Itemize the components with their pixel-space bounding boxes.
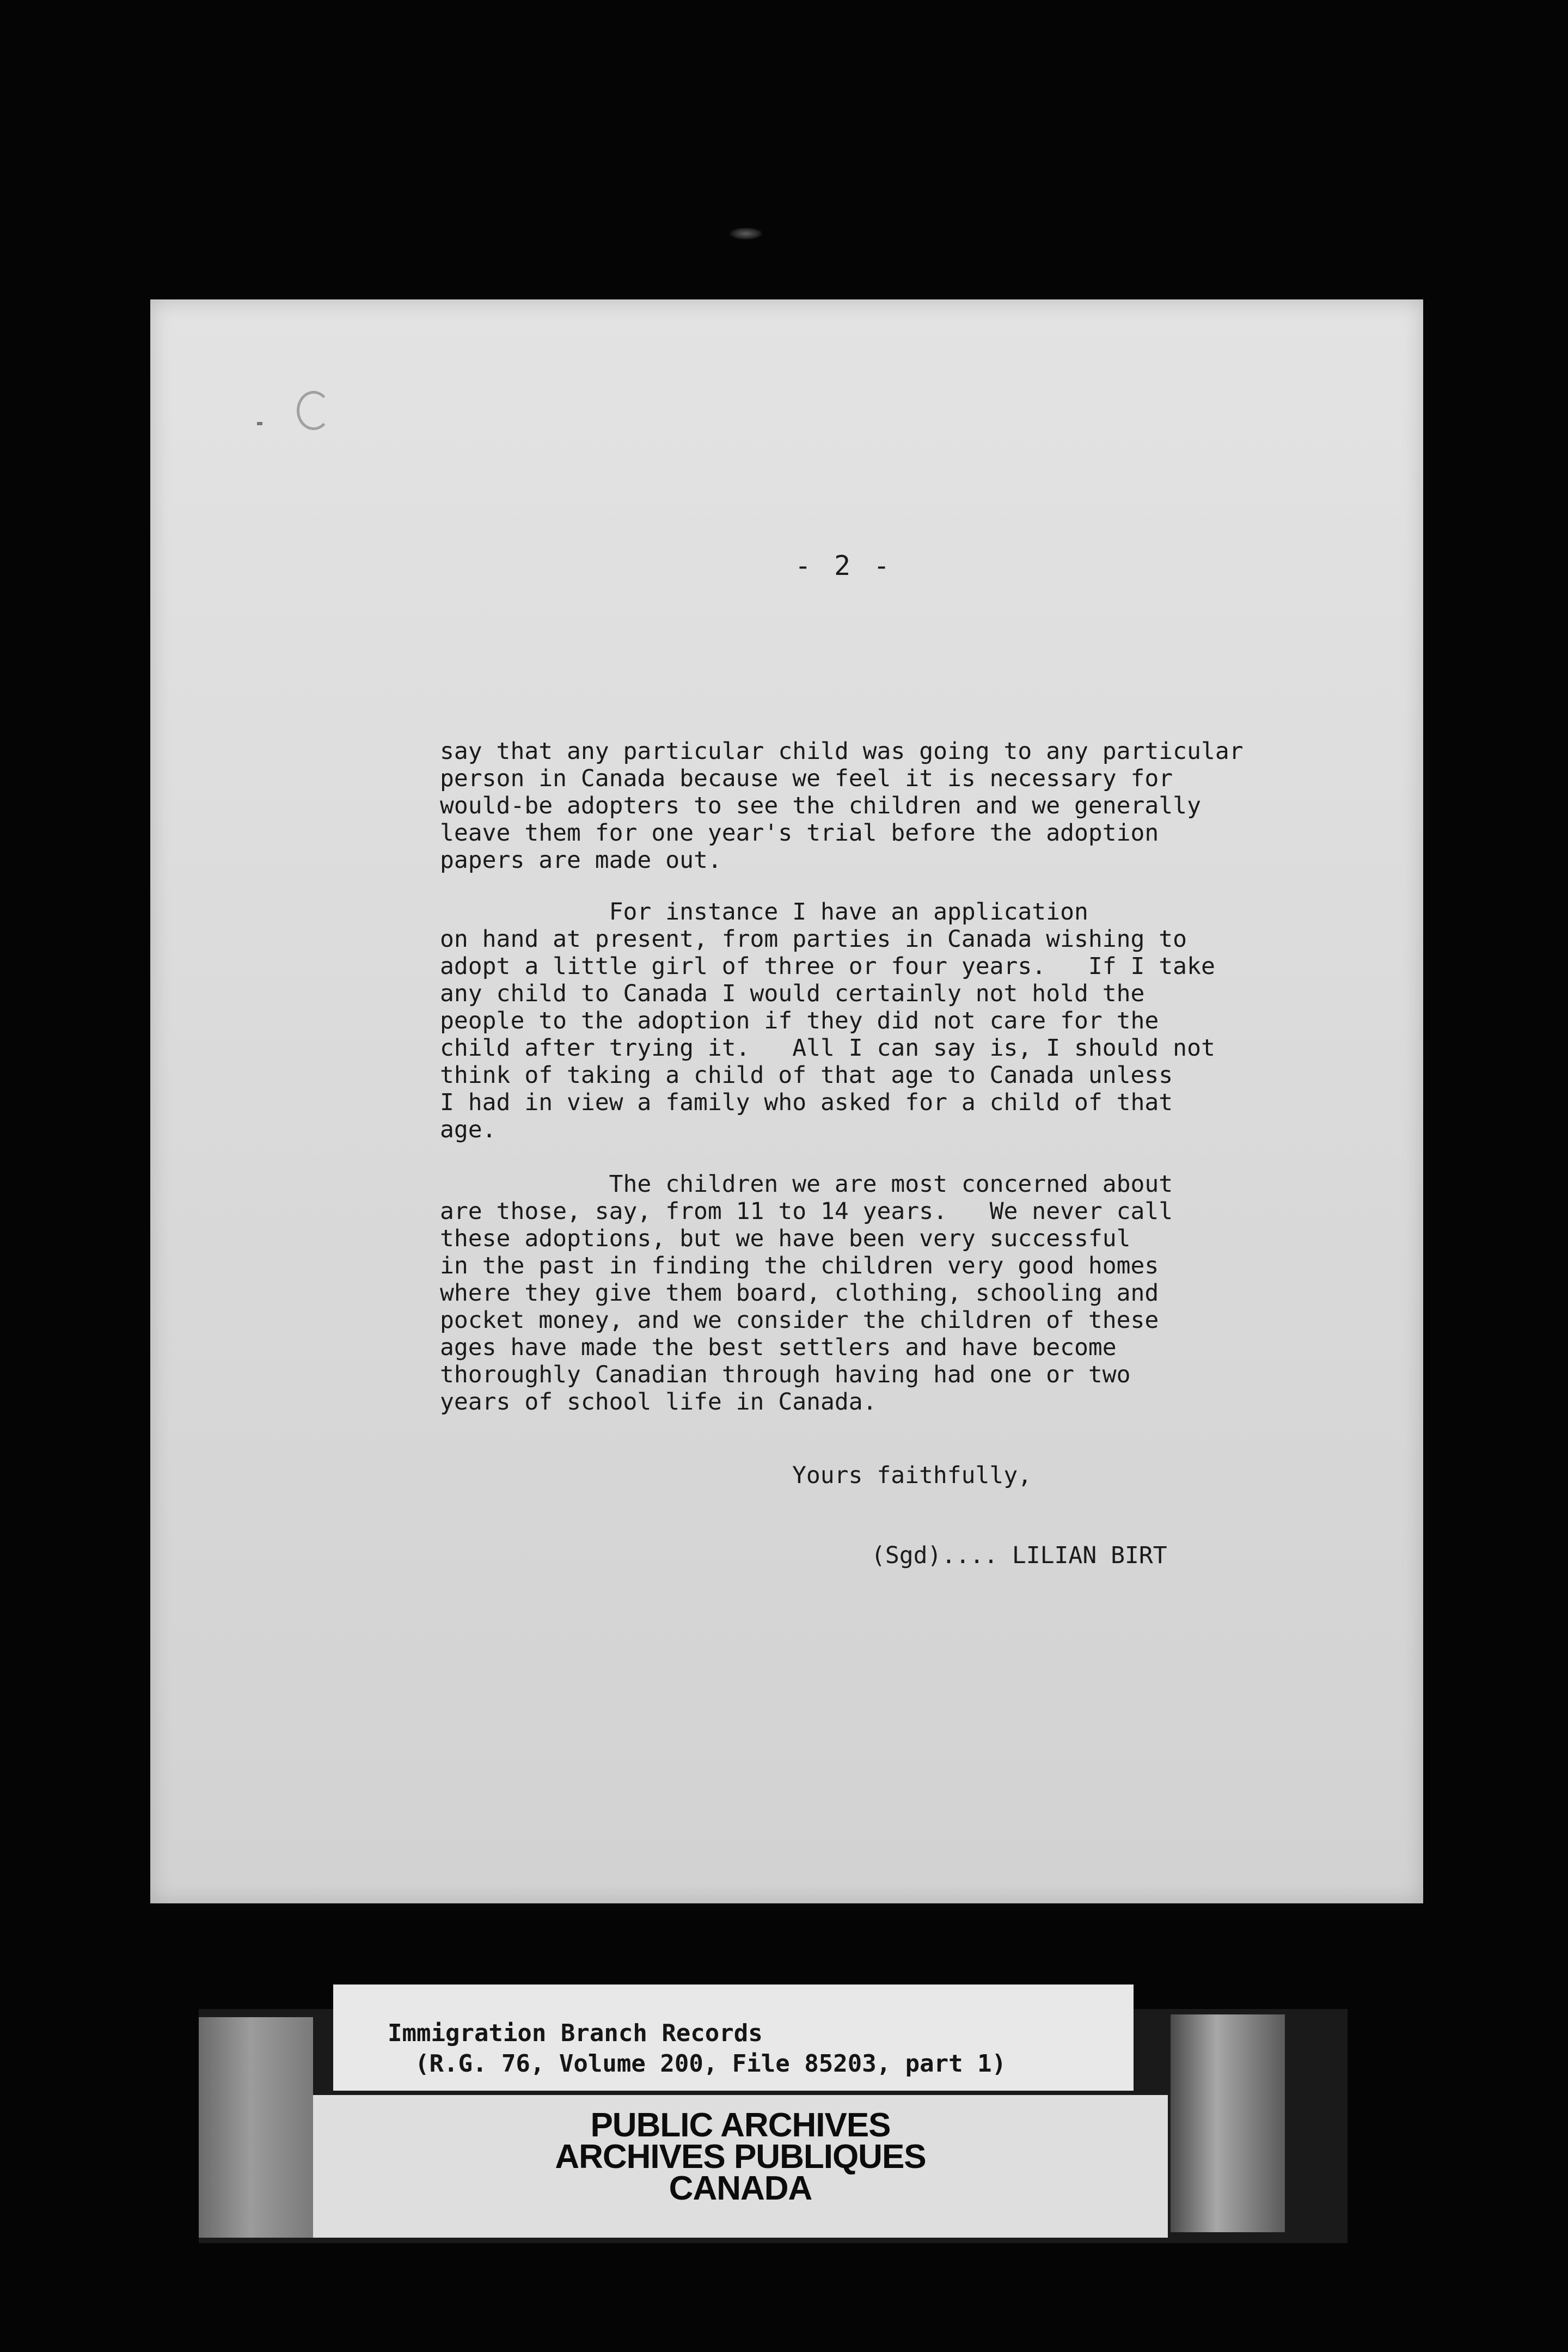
- record-series: Immigration Branch Records: [388, 2019, 763, 2047]
- margin-mark: [257, 422, 262, 425]
- letter-paragraph-3: The children we are most concerned about are those, say, from 11 to 14 years. We never call these adoptions, but we have been very successful in the past in finding the children very good homes where they give them board, clothing, schooling and pocket money, and we consider the children of these ages have made the best settlers and have become thoroughly Canadian through having had one or two years of school life in Canada.: [440, 1171, 1173, 1416]
- institution-country: CANADA: [669, 2170, 812, 2207]
- label-clip-right: [1171, 2014, 1285, 2232]
- letter-signature: (Sgd).... LILIAN BIRT: [871, 1542, 1167, 1569]
- page-number: - 2 -: [794, 550, 893, 581]
- archives-stamp-label: [313, 2095, 1168, 2238]
- record-reference: (R.G. 76, Volume 200, File 85203, part 1): [415, 2050, 1007, 2078]
- label-clip-left: [199, 2017, 313, 2238]
- letter-closing: Yours faithfully,: [792, 1462, 1032, 1489]
- film-smudge: [730, 228, 762, 240]
- institution-name-en: PUBLIC ARCHIVES: [590, 2106, 891, 2144]
- record-reference-label: [333, 1984, 1134, 2091]
- letter-paragraph-1: say that any particular child was going to any particular person in Canada because we feel it is necessary for would-be adopters to see the children and we generally leave them for one year's trial before the adoption papers are made out.: [440, 738, 1244, 874]
- punch-hole-mark: [297, 391, 330, 430]
- letter-paragraph-2: For instance I have an application on hand at present, from parties in Canada wishing to adopt a little girl of three or four years. If I take any child to Canada I would certainly not hold the people to the adoption if they did not care for the child after trying it. All I can say is, I should not think of taking a child of that age to Canada unless I had in view a family who asked for a child of that age.: [440, 898, 1215, 1143]
- institution-name-fr: ARCHIVES PUBLIQUES: [555, 2138, 926, 2176]
